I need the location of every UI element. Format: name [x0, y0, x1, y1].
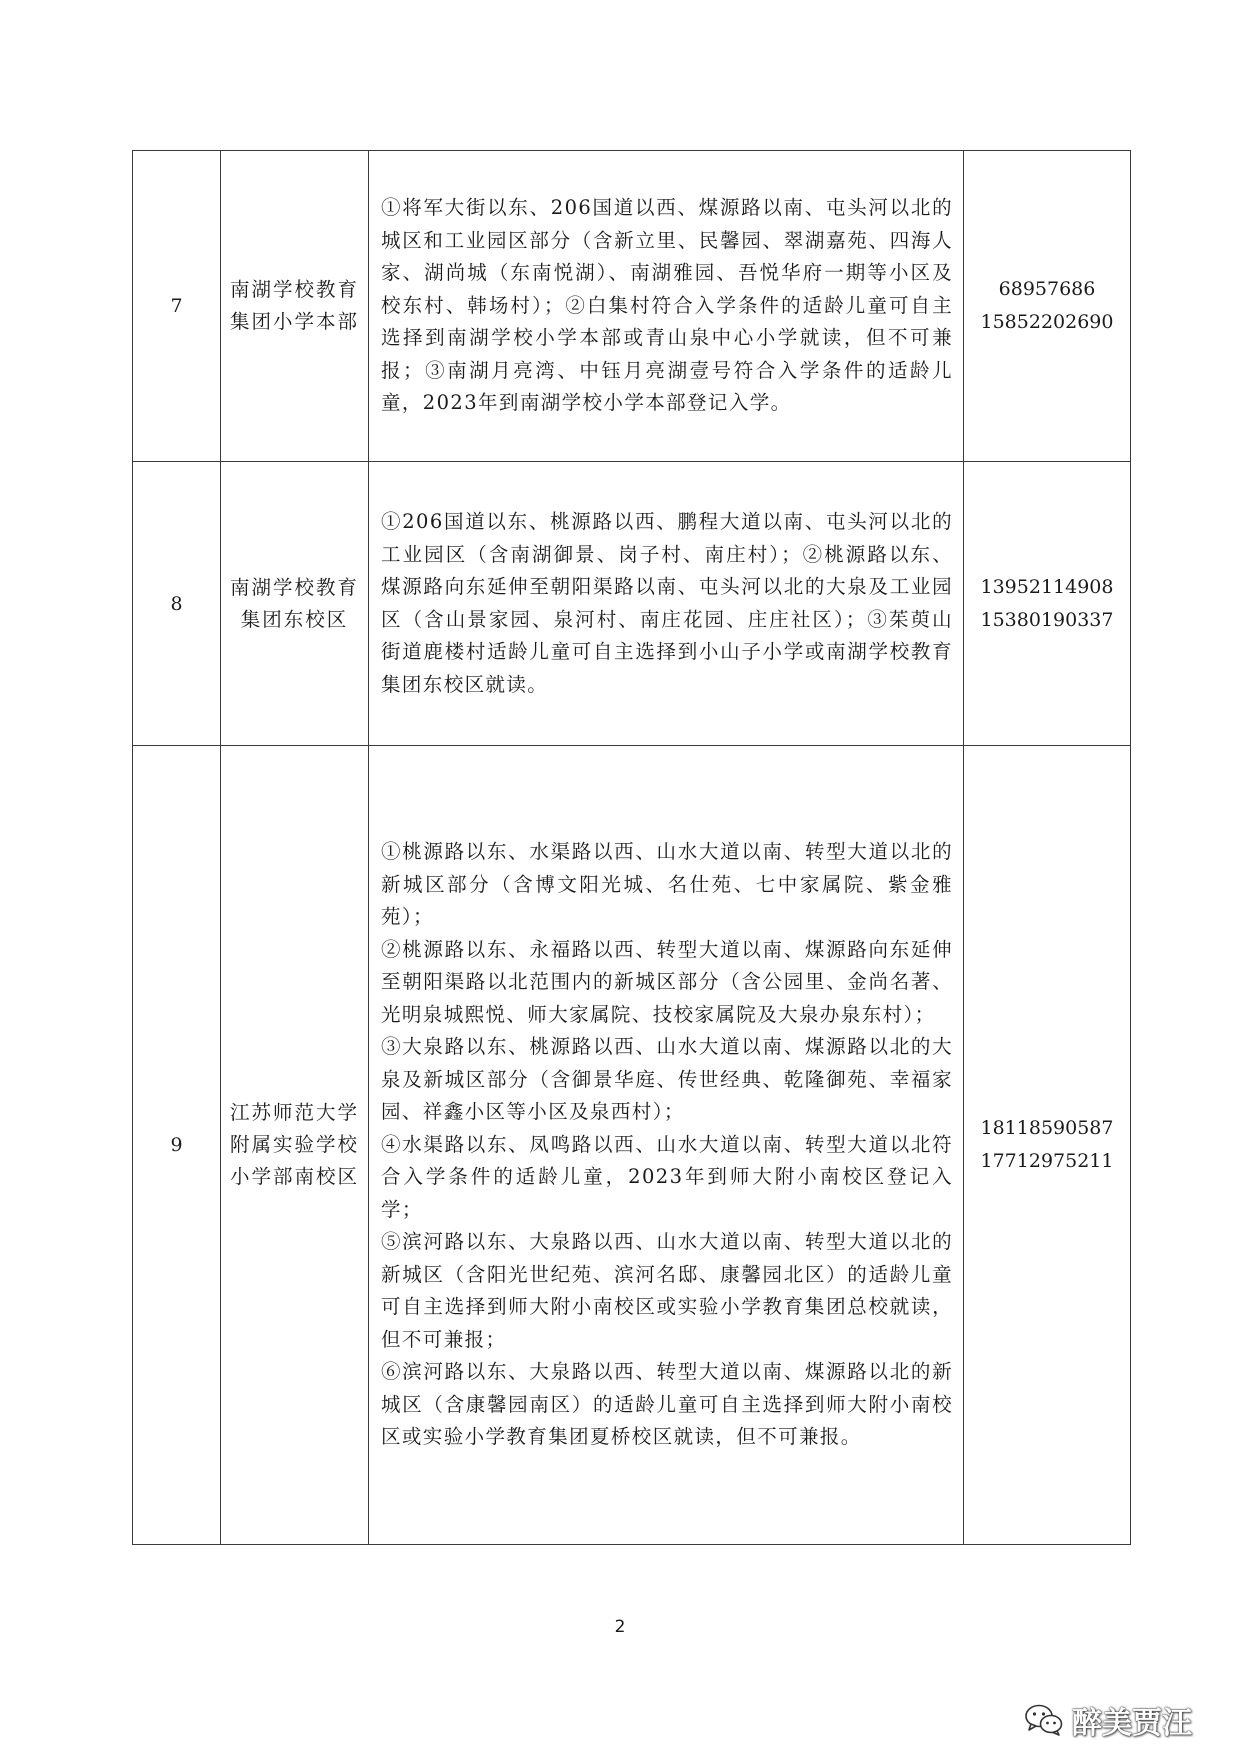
zone-paragraph: ②桃源路以东、永福路以西、转型大道以南、煤源路向东延伸至朝阳渠路以北范围内的新城区部分（含公园里、金尚名著、光明泉城熙悦、师大家属院、技校家属院及大泉办泉东村）；: [381, 937, 953, 1026]
row-number: 8: [133, 462, 221, 746]
zone-description: [369, 151, 964, 462]
zone-paragraph: ①将军大街以东、206国道以西、煤源路以南、屯头河以北的城区和工业园区部分（含新立里、民馨园、翠湖嘉苑、四海人家、湖尚城（东南悦湖）、南湖雅园、吾悦华府一期等小区及校东村、韩场村）；②白集村符合入学条件的适龄儿童可自主选择到南湖学校小学本部或青山泉中心小学就读，但不可兼报；③南湖月亮湾、中钰月亮湖壹号符合入学条件的适龄儿童，2023年到南湖学校小学本部登记入学。: [381, 196, 953, 415]
contact-phones: [964, 151, 1131, 462]
wechat-icon: [1024, 1703, 1064, 1737]
zone-paragraph: ④水渠路以东、凤鸣路以西、山水大道以南、转型大道以北符合入学条件的适龄儿童，2023年到师大附小南校区登记入学；: [381, 1132, 953, 1221]
zone-description: [369, 462, 964, 746]
phone-number: 13952114908: [980, 575, 1114, 598]
table-row: [133, 151, 1131, 462]
table-row: [133, 462, 1131, 746]
contact-phones: [964, 462, 1131, 746]
zone-paragraph: ⑤滨河路以东、大泉路以西、山水大道以南、转型大道以北的新城区（含阳光世纪苑、滨河名邸、康馨园北区）的适龄儿童可自主选择到师大附小南校区或实验小学教育集团总校就读，但不可兼报；: [381, 1230, 953, 1351]
table-row: [133, 746, 1131, 1545]
zone-paragraph: ③大泉路以东、桃源路以西、山水大道以南、煤源路以北的大泉及新城区部分（含御景华庭、传世经典、乾隆御苑、幸福家园、祥鑫小区等小区及泉西村）；: [381, 1035, 953, 1124]
phone-number: 17712975211: [980, 1150, 1114, 1172]
contact-phones: [964, 746, 1131, 1545]
zone-description: [369, 746, 964, 1545]
page-number: 2: [614, 1617, 626, 1637]
enrollment-zone-table: [132, 150, 1131, 1545]
phone-number: 15380190337: [980, 608, 1114, 631]
row-number: 9: [133, 746, 221, 1545]
table-body: [133, 151, 1131, 1545]
zone-paragraph: ⑥滨河路以东、大泉路以西、转型大道以南、煤源路以北的新城区（含康馨园南区）的适龄儿童可自主选择到师大附小南校区或实验小学教育集团夏桥校区就读，但不可兼报。: [381, 1360, 953, 1449]
phone-number: 15852202690: [980, 311, 1114, 333]
zone-paragraph: ①桃源路以东、水渠路以西、山水大道以南、转型大道以北的新城区部分（含博文阳光城、名仕苑、七中家属院、紫金雅苑）；: [381, 840, 953, 929]
phone-number: 18118590587: [980, 1117, 1114, 1139]
school-name: 南湖学校教育集团小学本部: [221, 151, 369, 462]
source-watermark: [1024, 1698, 1192, 1742]
row-number: 7: [133, 151, 221, 462]
zone-paragraph: ①206国道以东、桃源路以西、鹏程大道以南、屯头河以北的工业园区（含南湖御景、岗子村、南庄村）；②桃源路以东、煤源路向东延伸至朝阳渠路以南、屯头河以北的大泉及工业园区（含山景家园、泉河村、南庄花园、庄庄社区）；③茱萸山街道鹿楼村适龄儿童可自主选择到小山子小学或南湖学校教育集团东校区就读。: [381, 510, 953, 696]
school-name: 江苏师范大学附属实验学校小学部南校区: [221, 746, 369, 1545]
phone-number: 68957686: [998, 278, 1096, 300]
school-name: 南湖学校教育集团东校区: [221, 462, 369, 746]
watermark-text: 醉美贾汪: [1072, 1706, 1192, 1741]
